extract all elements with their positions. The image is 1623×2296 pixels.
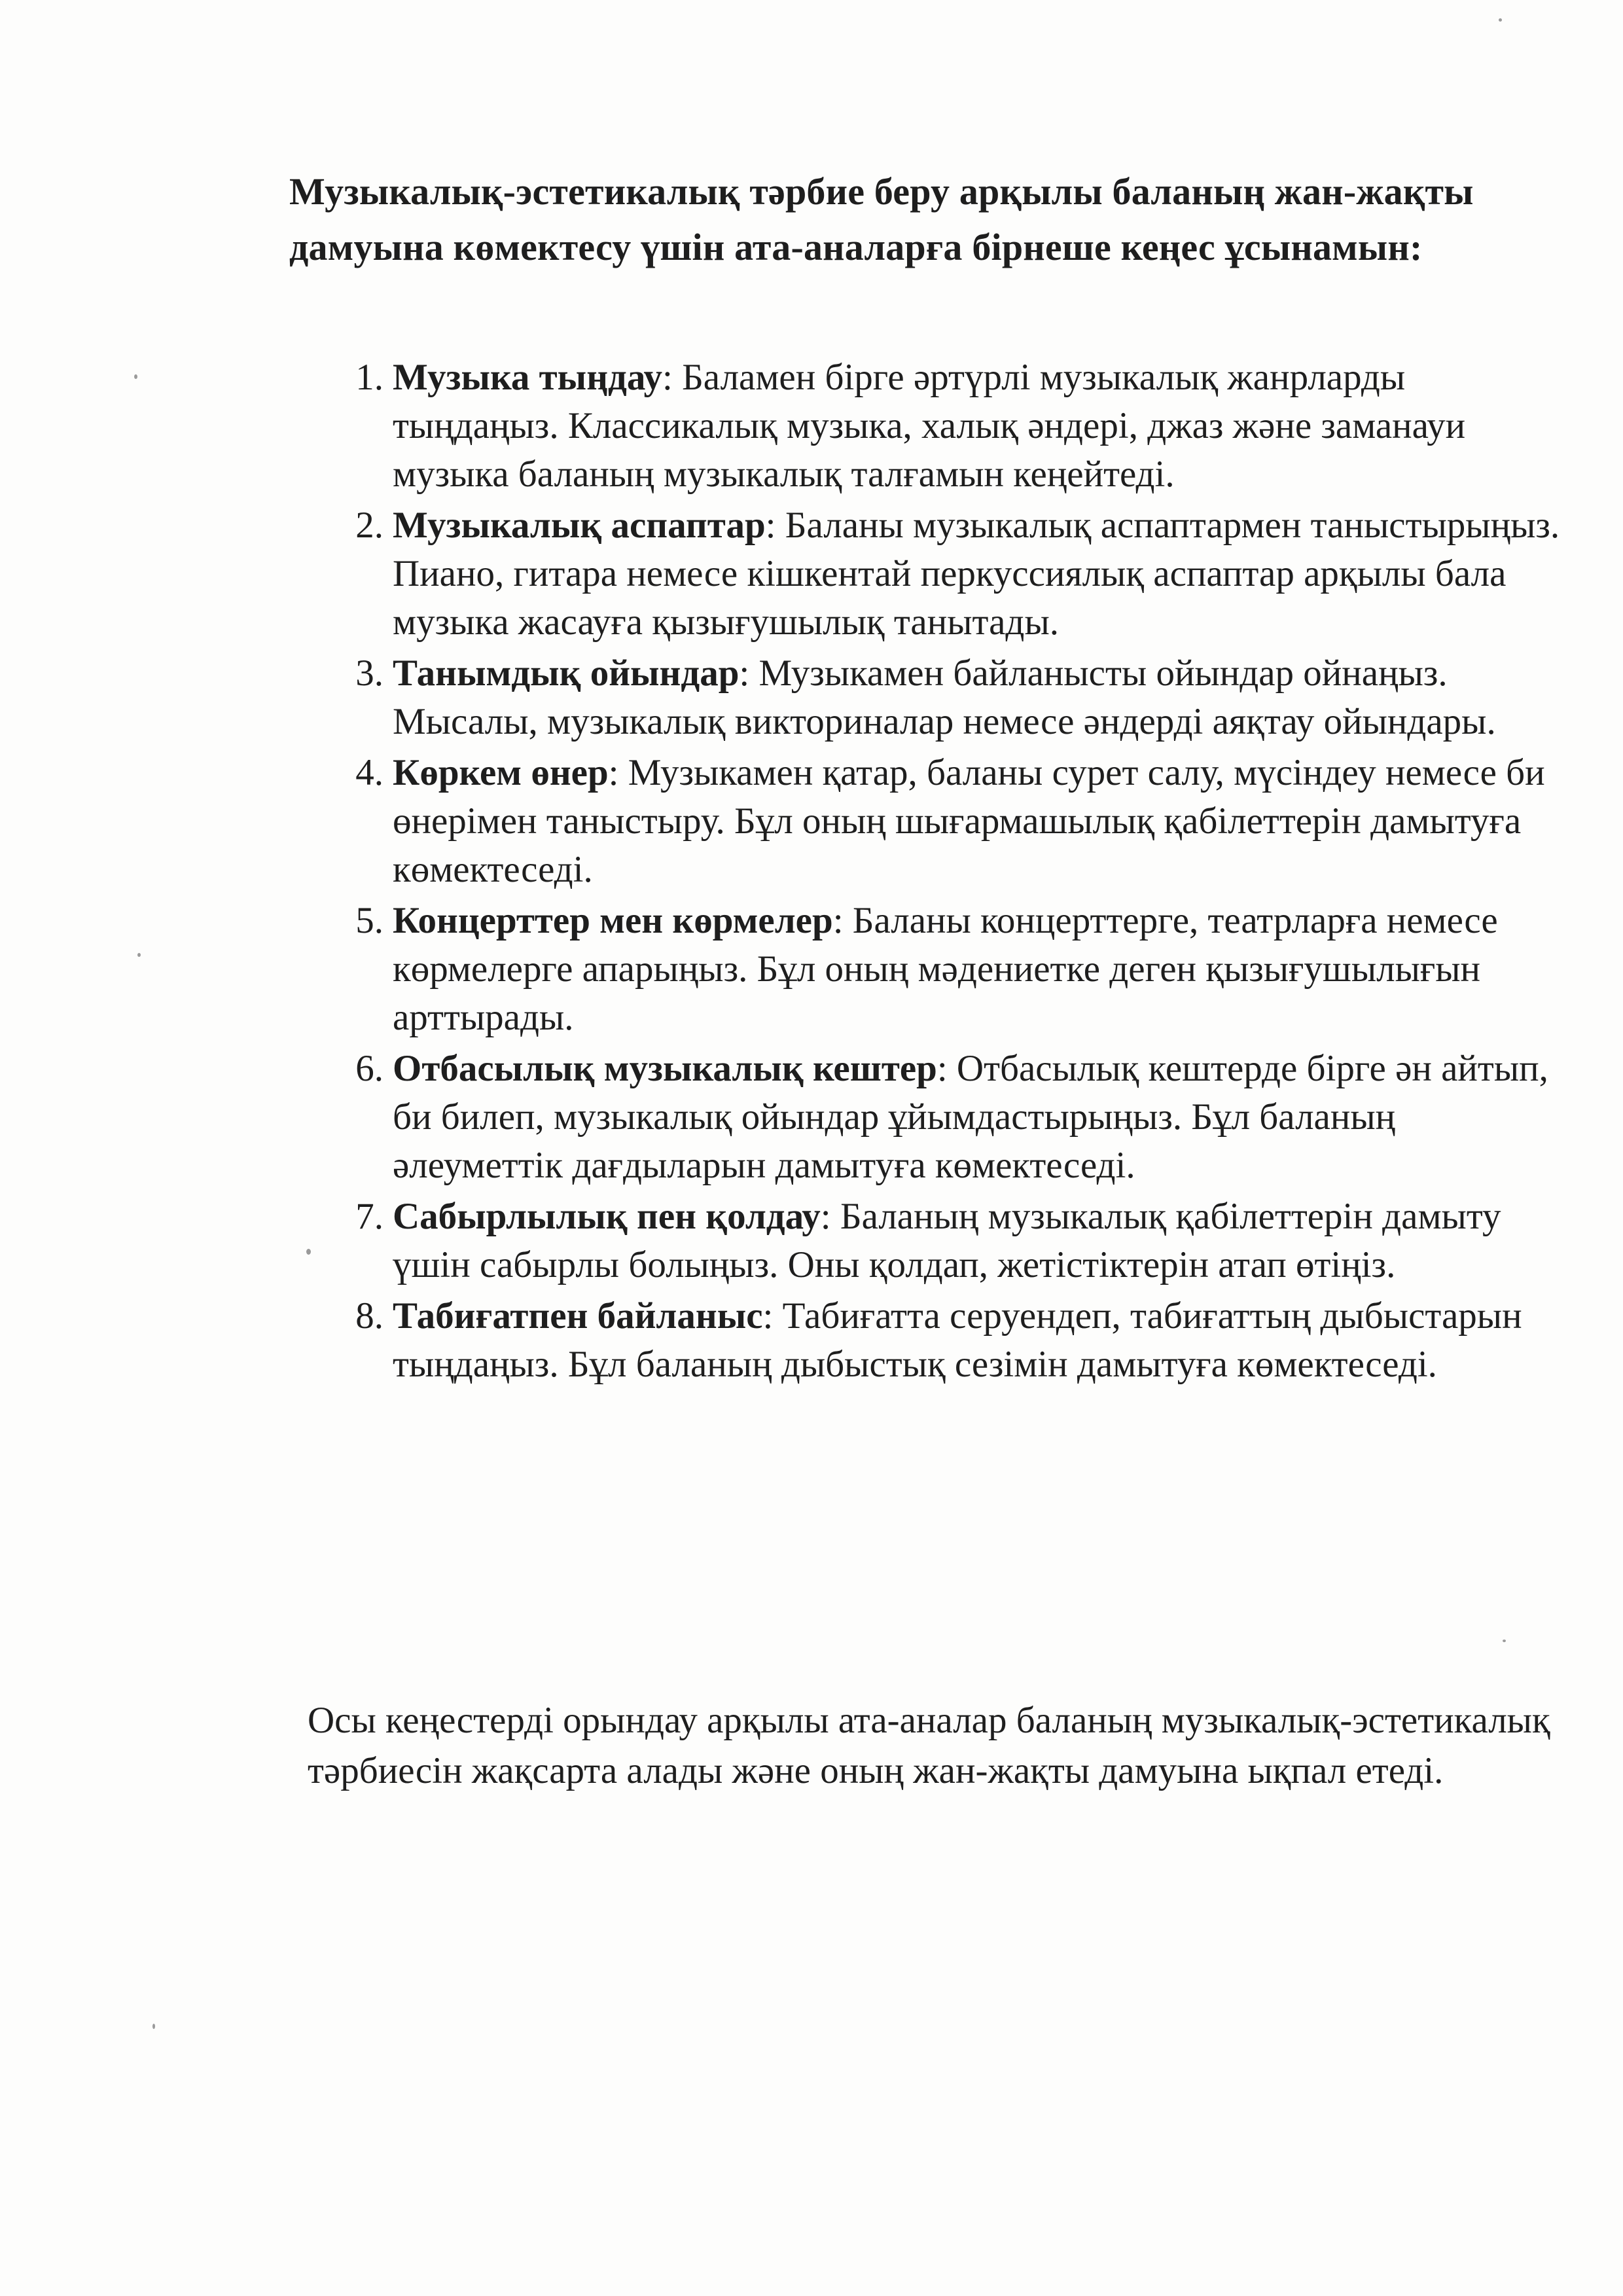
list-item <box>332 501 1563 647</box>
scan-speck <box>306 1249 311 1255</box>
tips-list <box>332 353 1563 1391</box>
list-item-title: Отбасылық музыкалық кештер <box>393 1048 937 1089</box>
list-item-number: 2. <box>355 505 383 546</box>
list-item-number: 1. <box>355 357 383 398</box>
list-item-title: Музыкалық аспаптар <box>393 505 766 546</box>
list-item <box>332 649 1563 746</box>
list-item <box>332 749 1563 894</box>
list-item-title: Танымдық ойындар <box>393 653 740 694</box>
list-item-number: 3. <box>355 653 383 694</box>
list-item-title: Сабырлылық пен қолдау <box>393 1196 821 1237</box>
document-heading: Музыкалық-эстетикалық тәрбие беру арқылы баланың жан-жақты дамуына көмектесу үшін ата-аналарға бірнеше кеңес ұсынамын: <box>289 170 1474 268</box>
list-item-title: Табиғатпен байланыс <box>393 1295 763 1336</box>
list-item-text: : Баланы концерттерге, театрларға немесе көрмелерге апарыңыз. Бұл оның мәдениетке деген қызығушылығын арттырады. <box>393 900 1498 1038</box>
scan-speck <box>1499 18 1502 22</box>
list-item <box>332 1045 1563 1190</box>
scan-speck <box>152 2024 155 2029</box>
list-item-number: 7. <box>355 1196 383 1237</box>
list-item <box>332 897 1563 1042</box>
list-item-text: : Отбасылық кештерде бірге ән айтып, би билеп, музыкалық ойындар ұйымдастырыңыз. Бұл баланың әлеуметтік дағдыларын дамытуға көмектеседі. <box>393 1048 1548 1186</box>
list-item-number: 8. <box>355 1295 383 1336</box>
list-item <box>332 1193 1563 1289</box>
list-item-text: : Табиғатта серуендеп, табиғаттың дыбыстарын тыңдаңыз. Бұл баланың дыбыстық сезімін дамытуға көмектеседі. <box>393 1295 1522 1385</box>
list-item-title: Концерттер мен көрмелер <box>393 900 833 941</box>
list-item <box>332 353 1563 499</box>
list-item-number: 6. <box>355 1048 383 1089</box>
list-item-text: : Музыкамен қатар, баланы сурет салу, мүсіндеу немесе би өнерімен таныстыру. Бұл оның шығармашылық қабілеттерін дамытуға көмектеседі. <box>393 752 1545 890</box>
scan-speck <box>1503 1640 1506 1642</box>
list-item-title: Көркем өнер <box>393 752 609 793</box>
list-item-text: : Баланы музыкалық аспаптармен таныстырыңыз. Пиано, гитара немесе кішкентай перкуссиялық аспаптар арқылы бала музыка жасауға қызығушылық танытады. <box>393 505 1560 643</box>
scan-speck <box>137 953 141 957</box>
list-item-text: : Музыкамен байланысты ойындар ойнаңыз. Мысалы, музыкалық викториналар немесе әндерді аяқтау ойындары. <box>393 653 1496 742</box>
scan-speck <box>134 374 137 379</box>
list-item-text: : Баланың музыкалық қабілеттерін дамыту үшін сабырлы болыңыз. Оны қолдап, жетістіктерін атап өтіңіз. <box>393 1196 1501 1285</box>
list-item-number: 4. <box>355 752 383 793</box>
list-item-number: 5. <box>355 900 383 941</box>
list-item-title: Музыка тыңдау <box>393 357 662 398</box>
list-item <box>332 1292 1563 1389</box>
list-item-text: : Баламен бірге әртүрлі музыкалық жанрларды тыңдаңыз. Классикалық музыка, халық әндері, джаз және заманауи музыка баланың музыкалық талғамын кеңейтеді. <box>393 357 1466 495</box>
conclusion-paragraph: Осы кеңестерді орындау арқылы ата-аналар баланың музыкалық-эстетикалық тәрбиесін жақсарта алады және оның жан-жақты дамуына ықпал етеді. <box>308 1700 1550 1791</box>
